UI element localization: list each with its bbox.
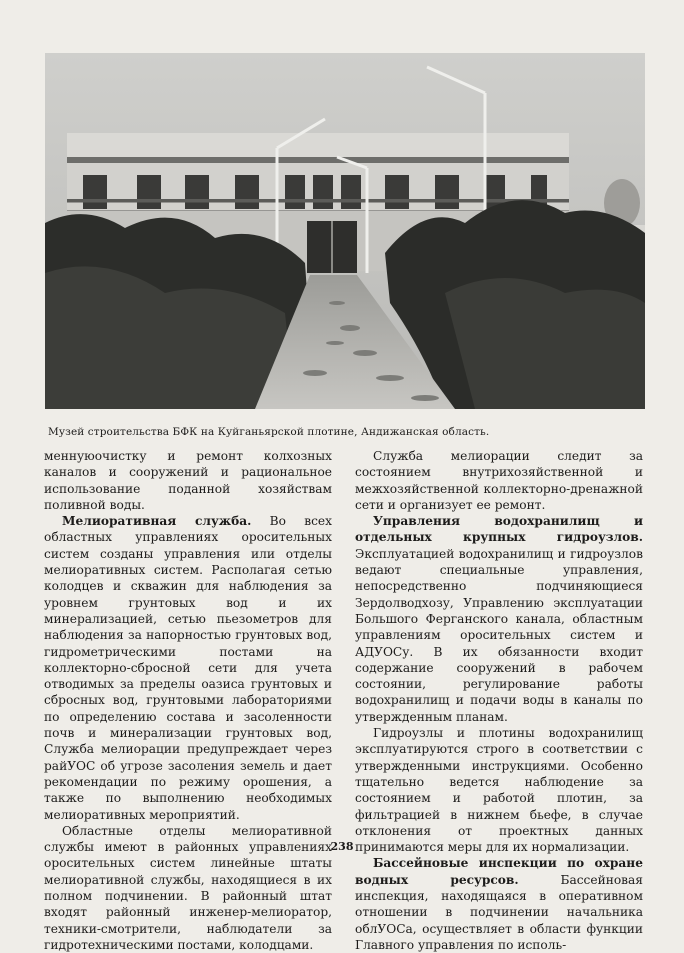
paragraph	[355, 513, 643, 725]
paragraph: меннуюочистку и ремонт колхозных каналов и сооружений и рациональное использование поданной хозяйствам поливной воды.	[44, 449, 332, 512]
page-number: 238	[330, 840, 354, 853]
right-column	[355, 448, 643, 953]
paragraph-body: Во всех областных управлениях оросительных систем созданы управления или отделы мелиоративных систем. Располагая сетью колодцев и скважин для наблюдения за уровнем грунтовых вод и их минерализацией, сетью пьезометров для наблюдения за напорностью грунтовых вод, гидрометрическими постами на коллекторно-сбросной сети для учета отводимых за пределы оазиса грунтовых и сбросных вод, грунтовыми лабораториями по определению состава и засоленности почв и минерализации грунтовых вод, Служба мелиорации предупреждает через райУОС об угрозе засоления земель и дает рекомендации по режиму орошения, а также по выполнению необходимых мелиоративных мероприятий.	[44, 514, 332, 822]
paragraph: Гидроузлы и плотины водохранилищ эксплуатируются строго в соответствии с утвержденными инструкциями. Особенно тщательно ведется наблюдение за состоянием и работой плотин, за фильтрацией в нижнем бьефе, в случае отклонения от проектных данных принимаются меры для их нормализации.	[355, 726, 643, 855]
section-heading: Мелиоративная служба.	[62, 514, 252, 529]
paragraph-body: Эксплуатацией водохранилищ и гидроузлов ведают специальные управления, непосредственно подчиняющиеся Зердолводхозу, Управлению эксплуатации Большого Ферганского канала, областным управлениям оросительных систем и АДУОСу. В их обязанности входит содержание сооружений в рабочем состоянии, регулирование работы водохранилищ и подачи воды в каналы по утвержденным планам.	[355, 546, 643, 724]
paragraph: Областные отделы мелиоративной службы имеют в районных управлениях оросительных систем линейные штаты мелиоративной службы, находящиеся в их полном подчинении. В районный штат входят районный инженер-мелиоратор, техники-смотрители, наблюдатели за гидротехническими постами, колодцами.	[44, 823, 332, 952]
section-heading: Управления водохранилищ и отдельных крупных гидроузлов.	[355, 514, 643, 545]
museum-photo	[45, 53, 645, 409]
paragraph	[44, 513, 332, 823]
building-roof	[67, 133, 569, 161]
section-heading: Бассейновые инспекции по охране водных ресурсов.	[355, 856, 643, 887]
paragraph: Служба мелиорации следит за состоянием внутрихозяйственной и межхозяйственной коллекторно-дренажной сети и организует ее ремонт.	[355, 449, 643, 512]
photo-caption: Музей строительства БФК на Куйганьярской плотине, Андижанская область.	[48, 426, 490, 438]
left-column	[44, 448, 332, 953]
paragraph-body: Бассейновая инспекция, находящаяся в оперативном отношении в подчинении начальника облУОСа, осуществляет в области функции Главного управления по исполь-	[355, 872, 643, 952]
paragraph	[355, 855, 643, 953]
